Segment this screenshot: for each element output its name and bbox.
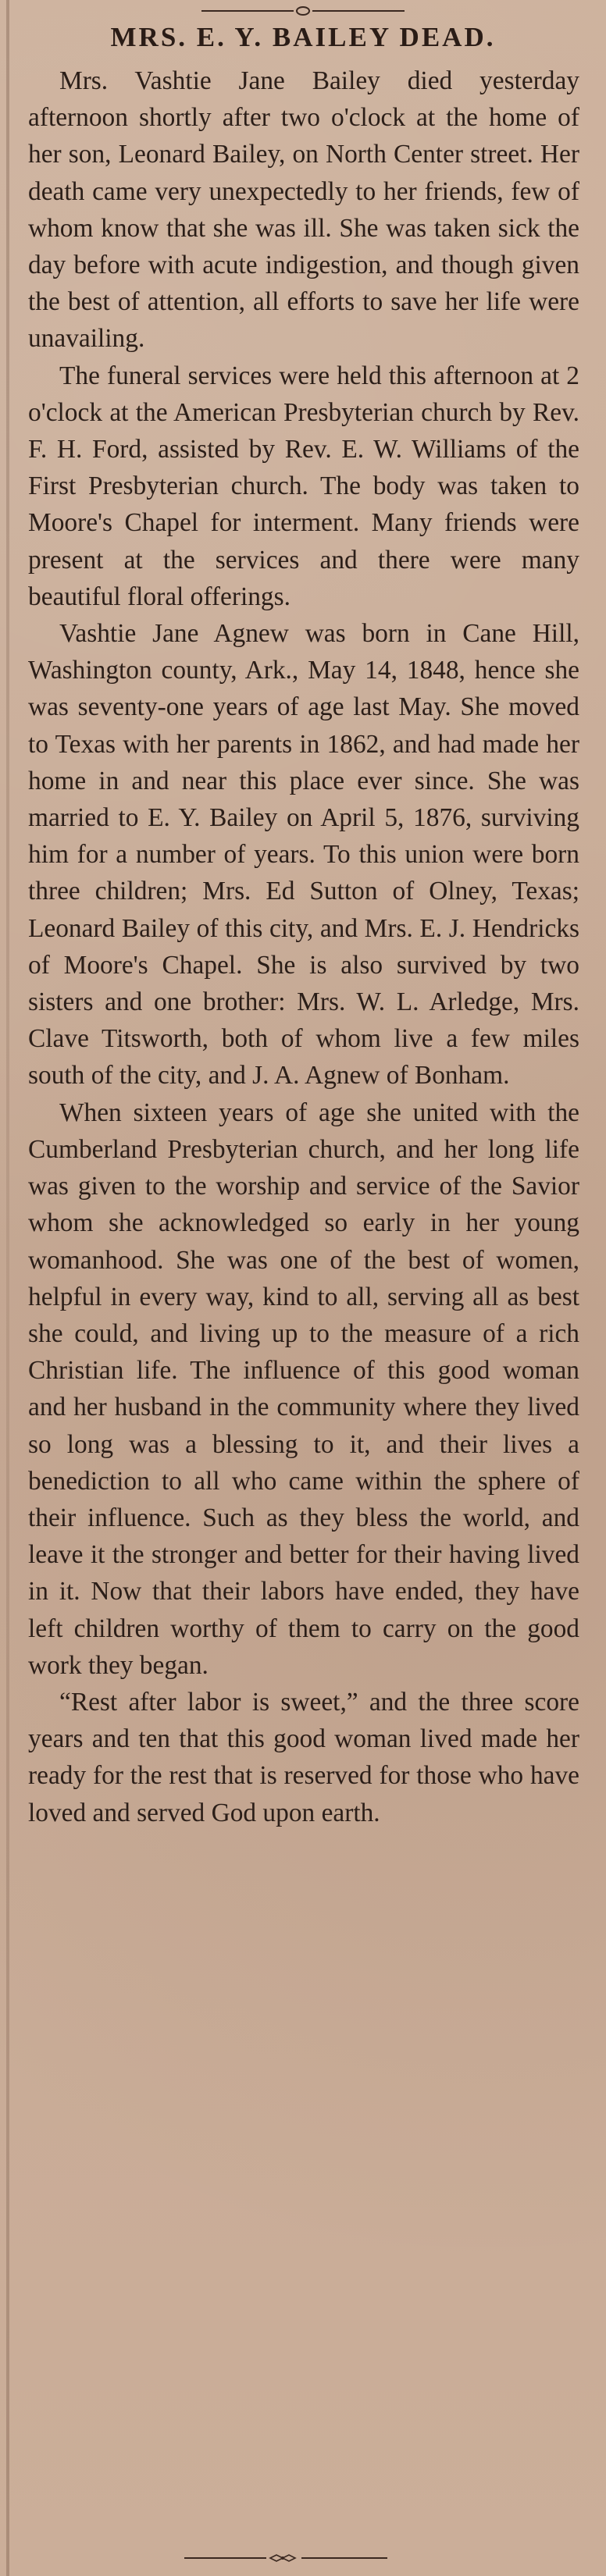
article-headline: MRS. E. Y. BAILEY DEAD. [110, 22, 496, 52]
paragraph-death-notice: Mrs. Vashtie Jane Bailey died yesterday afternoon shortly after two o'clock at the home of her son, Leonard Bailey, on North Center street. Her death came very unexpectedly to her friends, few of whom know that she was ill. She was taken sick the day before with acute indigestion, and though given the best of attention, all efforts to save her life were unavailing. [28, 66, 579, 354]
paragraph-closing: “Rest after labor is sweet,” and the three score years and ten that this good woman lived made her ready for the rest that is reserved for those who have loved and served God upon earth. [28, 1687, 579, 1827]
paragraph-funeral-services: The funeral services were held this afternoon at 2 o'clock at the American Presbyterian church by Rev. F. H. Ford, assisted by Rev. E. W. Williams of the First Presbyterian church. The body was taken to Moore's Chapel for interment. Many friends were present at the services and there were many beautiful floral offerings. [28, 361, 579, 611]
top-ornament-rule [201, 6, 405, 16]
paragraph-biography: Vashtie Jane Agnew was born in Cane Hill, Washington county, Ark., May 14, 1848, hence she was seventy-one years of age last May. She moved to Texas with her parents in 1862, and had made her home in and near this place ever since. She was married to E. Y. Bailey on April 5, 1876, surviving him for a number of years. To this union were born three children; Mrs. Ed Sutton of Olney, Texas; Leonard Bailey of this city, and Mrs. E. J. Hendricks of Moore's Chapel. She is also survived by two sisters and one brother: Mrs. W. L. Arledge, Mrs. Clave Titsworth, both of whom live a few miles south of the city, and J. A. Agnew of Bonham. [28, 619, 579, 1091]
article-body [28, 62, 579, 1831]
paragraph-church-life: When sixteen years of age she united with the Cumberland Presbyterian church, and her long life was given to the worship and service of the Savior whom she acknowledged so early in her young womanhood. She was one of the best of women, helpful in every way, kind to all, serving all as best she could, and living up to the measure of a rich Christian life. The influence of this good woman and her husband in the community where they lived so long was a blessing to it, and their lives a benediction to all who came within the sphere of their influence. Such as they bless the world, and leave it the stronger and better for their having lived in it. Now that their labors have ended, they have left children worthy of them to carry on the good work they began. [28, 1098, 579, 1680]
bottom-ornament-rule [184, 2553, 387, 2564]
